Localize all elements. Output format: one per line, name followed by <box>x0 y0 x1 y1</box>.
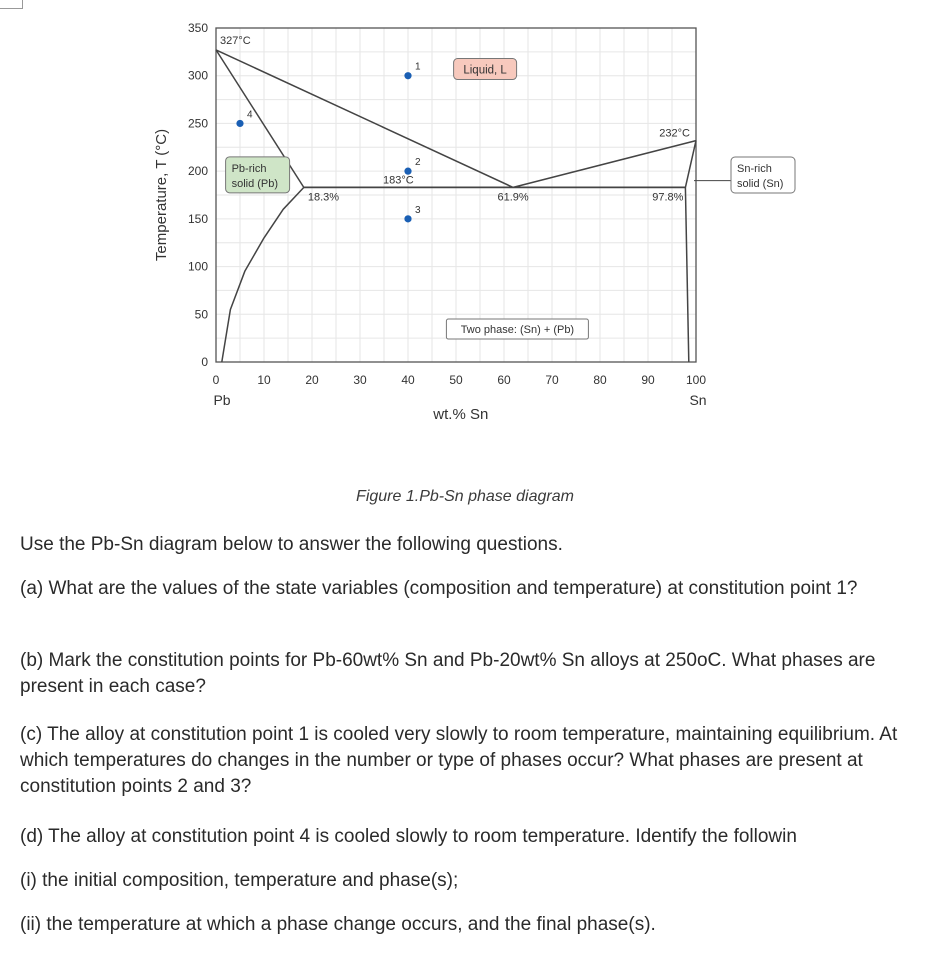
y-tick-label: 150 <box>187 211 208 226</box>
annotation-61-9: 61.9% <box>497 191 529 204</box>
chart-svg <box>0 0 930 480</box>
phase-diagram-chart <box>0 0 930 480</box>
region-label-pb-rich-line2: solid (Pb) <box>231 177 279 190</box>
question-intro: Use the Pb-Sn diagram below to answer the following questions. <box>20 534 563 555</box>
y-axis-label: Temperature, T (°C) <box>153 128 170 262</box>
constitution-point-label-4: 4 <box>247 109 253 121</box>
question-d-ii: (ii) the temperature at which a phase change occurs, and the final phase(s). <box>20 914 656 935</box>
region-label-pb-rich-line1: Pb-rich <box>231 162 267 175</box>
x-tick-label: 50 <box>449 373 463 387</box>
x-axis-label: wt.% Sn <box>433 406 489 423</box>
figure-caption: Figure 1.Pb-Sn phase diagram <box>356 488 574 505</box>
annotation-183c: 183°C <box>383 174 414 187</box>
question-b: (b) Mark the constitution points for Pb-60wt% Sn and Pb-20wt% Sn alloys at 250oC. What phases are present in each case? <box>20 650 876 697</box>
x-tick-label: 70 <box>545 373 559 387</box>
y-tick-label: 200 <box>187 164 208 179</box>
region-label-sn-rich-line1: Sn-rich <box>737 163 772 175</box>
x-tick-label: 40 <box>401 373 415 387</box>
y-tick-label: 250 <box>187 116 208 131</box>
solvus-right-line <box>685 187 688 362</box>
constitution-point-label-3: 3 <box>415 204 421 216</box>
y-tick-label: 350 <box>187 21 208 35</box>
region-label-liquid: Liquid, L <box>463 64 507 77</box>
annotation-232c: 232°C <box>659 127 690 140</box>
y-tick-label: 50 <box>194 307 208 322</box>
y-tick-label: 300 <box>187 68 208 83</box>
question-c: (c) The alloy at constitution point 1 is cooled very slowly to room temperature, maintaining equilibrium. At which temperatures do changes in the number or type of phases occur? What phases are present at constitution points 2 and 3? <box>20 724 898 797</box>
x-tick-label: 60 <box>497 373 511 387</box>
constitution-point-label-2: 2 <box>415 157 421 169</box>
region-label-two-phase: Two phase: (Sn) + (Pb) <box>460 324 575 337</box>
x-tick-label: 30 <box>353 373 367 387</box>
x-tick-label: 20 <box>305 373 319 387</box>
x-tick-label: 100 <box>685 373 707 387</box>
annotation-327c: 327°C <box>220 34 251 47</box>
constitution-point-4 <box>236 120 243 127</box>
question-d: (d) The alloy at constitution point 4 is cooled slowly to room temperature. Identify the followin <box>20 826 797 847</box>
region-label-sn-rich-line2: solid (Sn) <box>737 178 784 190</box>
constitution-point-label-1: 1 <box>415 61 421 73</box>
annotation-97-8: 97.8% <box>652 191 684 204</box>
x-tick-label: 80 <box>593 373 607 387</box>
y-tick-label: 0 <box>201 355 208 369</box>
question-a: (a) What are the values of the state variables (composition and temperature) at constitution point 1? <box>20 578 858 599</box>
question-d-i: (i) the initial composition, temperature and phase(s); <box>20 870 459 891</box>
x-tick-label: 0 <box>212 373 220 387</box>
y-tick-label: 100 <box>187 259 208 274</box>
x-end-label-pb: Pb <box>213 392 231 408</box>
x-tick-label: 90 <box>641 373 655 387</box>
constitution-point-3 <box>404 215 411 222</box>
constitution-point-1 <box>404 72 411 79</box>
x-end-label-sn: Sn <box>689 392 707 408</box>
annotation-18-3: 18.3% <box>307 191 340 204</box>
solvus-left-line <box>222 187 304 362</box>
x-tick-label: 10 <box>257 373 271 387</box>
constitution-point-2 <box>404 168 411 175</box>
